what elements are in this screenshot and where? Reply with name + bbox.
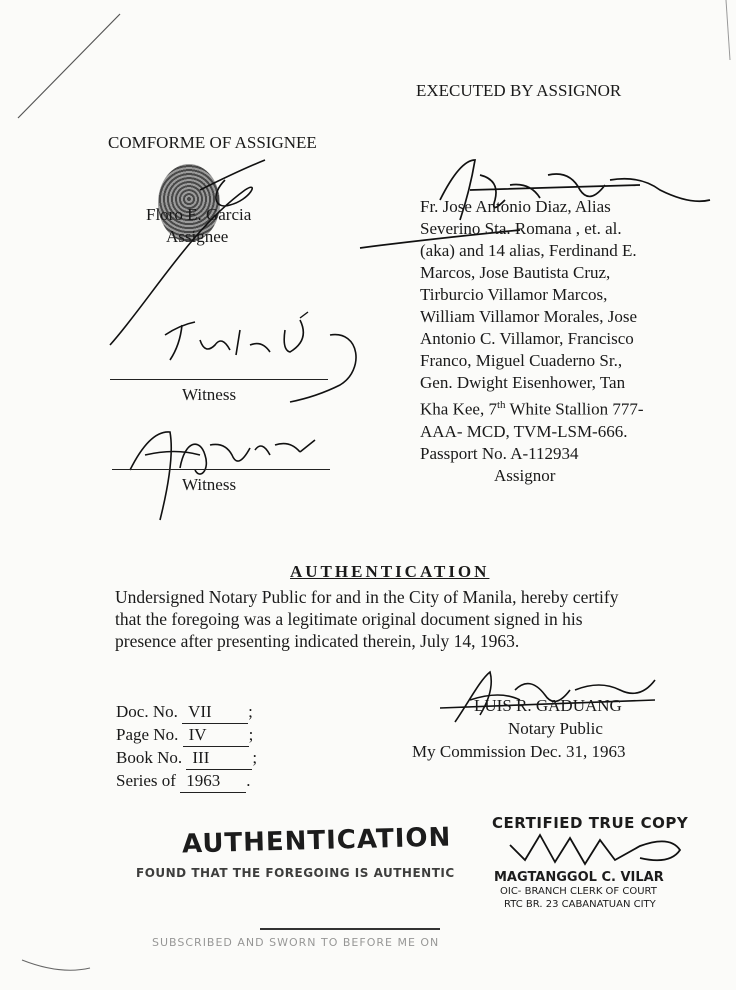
assignor-line: Severino Sta. Romana , et. al. <box>420 219 622 238</box>
certified-true-copy-stamp: CERTIFIED TRUE COPY <box>492 814 689 832</box>
assignee-role: Assignee <box>166 227 229 246</box>
assignor-line: Fr. Jose Antonio Diaz, Alias <box>420 197 611 216</box>
kha-sup: th <box>496 399 506 411</box>
authentication-line: presence after presenting indicated therein, July 14, 1963. <box>115 631 520 651</box>
assignor-line: William Villamor Morales, Jose <box>420 307 638 326</box>
doc-ref-value: III <box>186 747 252 770</box>
authentication-title: AUTHENTICATION <box>290 562 490 581</box>
assignor-line: Gen. Dwight Eisenhower, Tan <box>420 373 626 392</box>
doc-ref-end: ; <box>248 702 253 721</box>
doc-ref-end: ; <box>248 725 254 744</box>
assignor-line: Antonio C. Villamor, Francisco <box>420 329 634 348</box>
doc-ref-end: . <box>246 771 251 790</box>
clerk-title: OIC- BRANCH CLERK OF COURT <box>500 886 657 897</box>
conforme-heading: COMFORME OF ASSIGNEE <box>108 133 317 152</box>
kha-post: White Stallion 777- <box>505 399 644 419</box>
doc-ref-label: Series of <box>116 771 176 790</box>
witness-1-label: Witness <box>182 385 237 404</box>
authentication-stamp-title: AUTHENTICATION <box>181 822 452 860</box>
witness-2-label: Witness <box>182 475 237 494</box>
doc-ref-label: Book No. <box>116 748 183 767</box>
notary-title: Notary Public <box>508 719 603 738</box>
doc-ref-end: ; <box>252 748 258 767</box>
assignor-line: (aka) and 14 alias, Ferdinand E. <box>420 241 637 260</box>
clerk-branch: RTC BR. 23 CABANATUAN CITY <box>504 899 656 910</box>
notary-commission: My Commission Dec. 31, 1963 <box>412 742 626 761</box>
authentication-line: that the foregoing was a legitimate original document signed in his <box>115 609 583 629</box>
doc-ref-value: 1963 <box>180 770 246 793</box>
authentication-stamp-subtitle: FOUND THAT THE FOREGOING IS AUTHENTIC <box>136 866 455 880</box>
doc-ref-label: Page No. <box>116 725 179 744</box>
assignor-line: Marcos, Jose Bautista Cruz, <box>420 263 611 282</box>
notary-name: LUIS R. GADUANG <box>474 696 622 715</box>
doc-ref-value: VII <box>182 701 248 724</box>
clerk-name: MAGTANGGOL C. VILAR <box>494 870 664 885</box>
assignor-role: Assignor <box>494 465 556 485</box>
authentication-line: Undersigned Notary Public for and in the City of Manila, hereby certify <box>115 587 619 607</box>
assignee-name: Floro E. Garcia <box>146 205 252 224</box>
assignor-line: Tirburcio Villamor Marcos, <box>420 285 608 304</box>
executed-by-heading: EXECUTED BY ASSIGNOR <box>416 81 622 100</box>
assignor-line: Franco, Miguel Cuaderno Sr., <box>420 351 623 370</box>
kha-pre: Kha Kee, 7 <box>420 399 497 419</box>
assignor-line-aaa: AAA- MCD, TVM-LSM-666. <box>420 421 628 441</box>
passport-number: Passport No. A-112934 <box>420 443 579 463</box>
sworn-stamp: SUBSCRIBED AND SWORN TO BEFORE ME ON <box>152 936 440 949</box>
doc-ref-label: Doc. No. <box>116 702 178 721</box>
doc-ref-value: IV <box>183 724 249 747</box>
